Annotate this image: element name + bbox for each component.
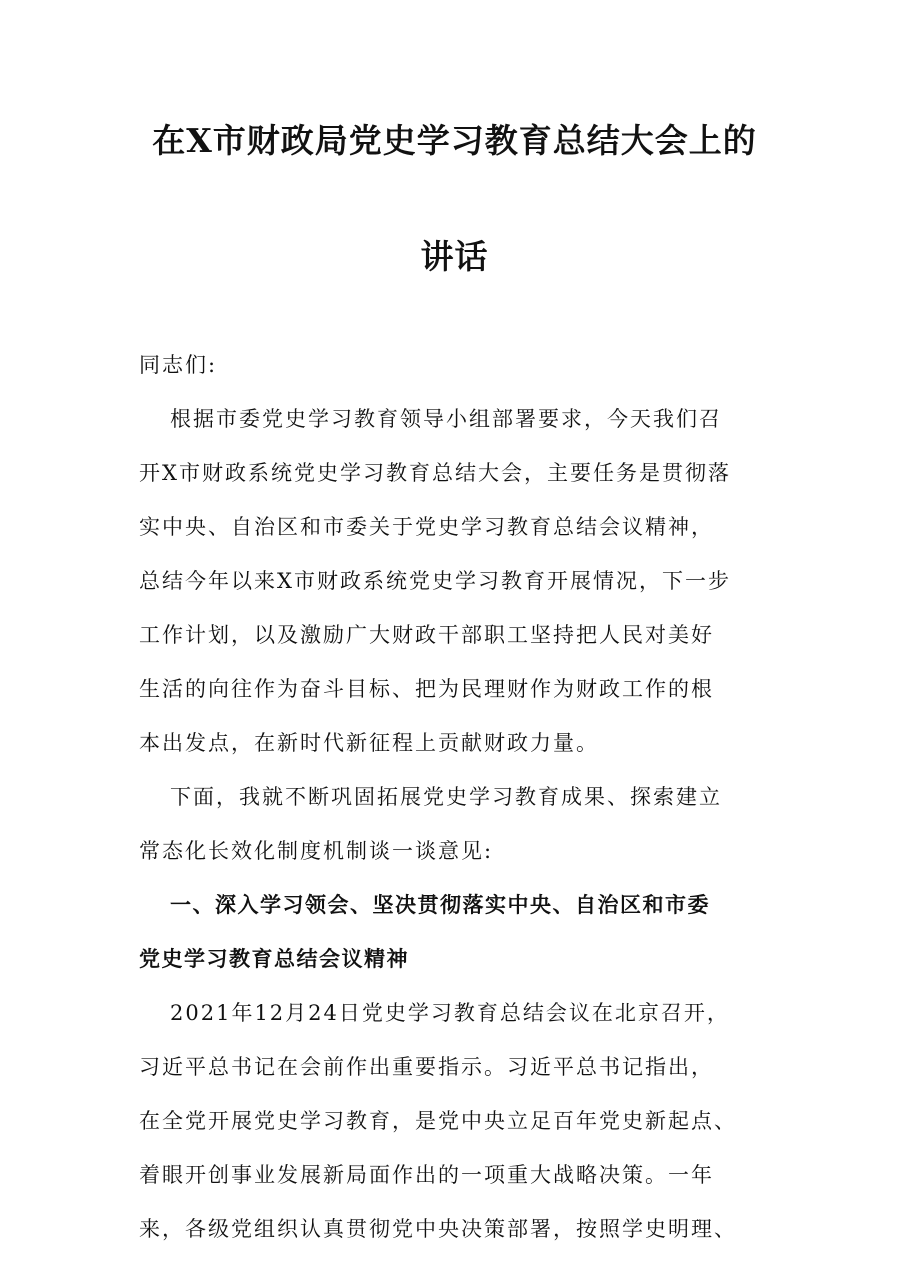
section-heading-line: 党史学习教育总结会议精神 (139, 946, 409, 971)
paragraph-line: 实中央、自治区和市委关于党史学习教育总结会议精神， (139, 515, 714, 539)
paragraph-line: 生活的向往作为奋斗目标、把为民理财作为财政工作的根 (139, 677, 714, 701)
paragraph-line: 常态化长效化制度机制谈一谈意见: (139, 839, 494, 863)
paragraph-line: 习近平总书记在会前作出重要指示。习近平总书记指出， (139, 1055, 714, 1079)
salutation: 同志们: (139, 353, 218, 377)
paragraph-line: 2021年12月24日党史学习教育总结会议在北京召开， (170, 1001, 730, 1025)
document-title-line-1: 在X市财政局党史学习教育总结大会上的 (152, 121, 757, 160)
paragraph-line: 着眼开创事业发展新局面作出的一项重大战略决策。一年 (139, 1163, 714, 1187)
paragraph-line: 下面，我就不断巩固拓展党史学习教育成果、探索建立 (170, 785, 722, 809)
paragraph-line: 工作计划，以及激励广大财政干部职工坚持把人民对美好 (139, 623, 714, 647)
paragraph-line: 本出发点，在新时代新征程上贡献财政力量。 (139, 731, 599, 755)
section-heading-line: 一、深入学习领会、坚决贯彻落实中央、自治区和市委 (170, 892, 710, 917)
paragraph-line: 开X市财政系统党史学习教育总结大会，主要任务是贯彻落 (139, 461, 731, 485)
paragraph-line: 来，各级党组织认真贯彻党中央决策部署，按照学史明理、 (139, 1217, 737, 1241)
paragraph-line: 根据市委党史学习教育领导小组部署要求，今天我们召 (170, 407, 722, 431)
document-body (139, 338, 779, 1256)
document-title-line-2: 讲话 (420, 237, 489, 276)
paragraph-line: 总结今年以来X市财政系统党史学习教育开展情况，下一步 (139, 569, 731, 593)
paragraph-line: 在全党开展党史学习教育，是党中央立足百年党史新起点、 (139, 1109, 737, 1133)
